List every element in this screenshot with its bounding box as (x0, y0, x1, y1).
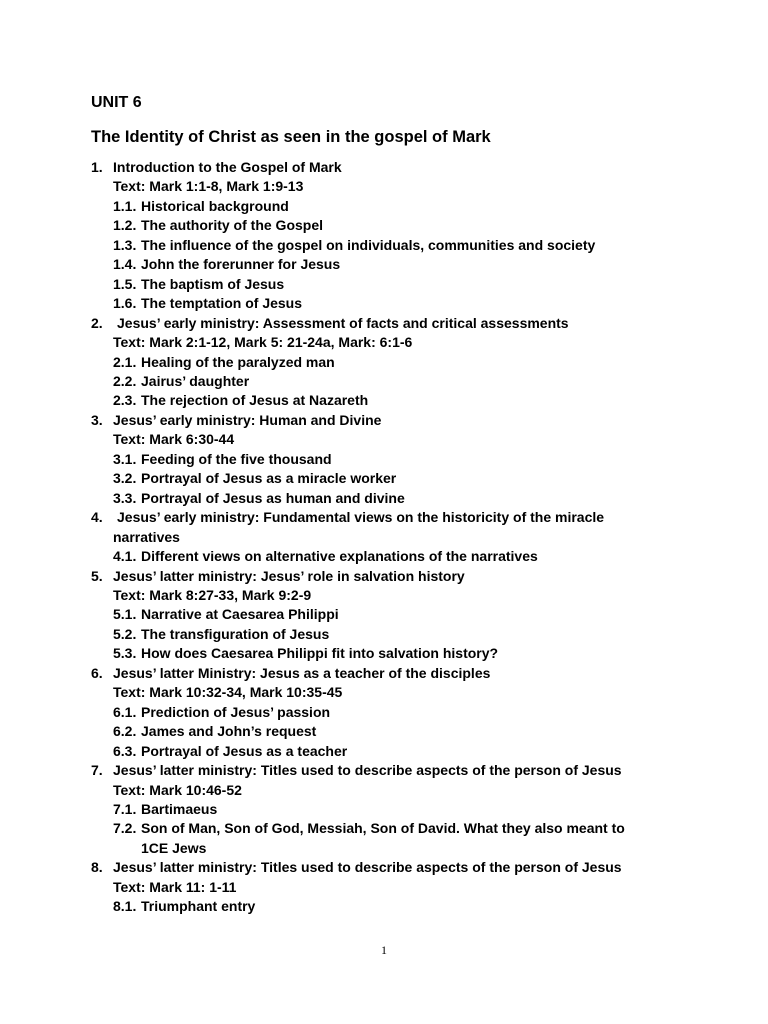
subsection-item (91, 722, 691, 741)
subsection-item (91, 353, 691, 372)
item-number: 1.6. (113, 295, 137, 312)
item-number: 5.2. (113, 625, 137, 642)
item-text: The temptation of Jesus (141, 295, 303, 312)
item-text: The influence of the gospel on individuals, communities and society (141, 236, 596, 253)
item-text: Triumphant entry (141, 898, 256, 915)
item-number: 6. (91, 664, 103, 681)
subsection-item (91, 819, 691, 838)
item-number: 2.2. (113, 372, 137, 389)
section-item (91, 411, 691, 430)
item-number: 7.2. (113, 820, 137, 837)
item-text: Text: Mark 1:1-8, Mark 1:9-13 (113, 178, 304, 195)
item-text: Portrayal of Jesus as a teacher (141, 742, 348, 759)
item-text: Portrayal of Jesus as a miracle worker (141, 470, 397, 487)
item-text: Text: Mark 10:32-34, Mark 10:35-45 (113, 684, 343, 701)
unit-heading: UNIT 6 (91, 94, 142, 111)
item-text: The transfiguration of Jesus (141, 625, 330, 642)
subsection-item (91, 391, 691, 410)
item-text: Jesus’ latter ministry: Jesus’ role in salvation history (113, 567, 465, 584)
subsection-item (91, 236, 691, 255)
section-item (91, 567, 691, 586)
page-number: 1 (381, 943, 387, 957)
item-number: 5. (91, 567, 103, 584)
subsection-item (91, 197, 691, 216)
item-text: Jesus’ latter Ministry: Jesus as a teacher of the disciples (113, 664, 491, 681)
item-number: 3. (91, 411, 103, 428)
item-number: 6.1. (113, 703, 137, 720)
scripture-reference (91, 177, 691, 196)
item-number: 4.1. (113, 548, 137, 565)
item-text: John the forerunner for Jesus (141, 256, 341, 273)
item-number: 3.2. (113, 470, 137, 487)
item-text: 1CE Jews (141, 839, 207, 856)
item-number: 5.1. (113, 606, 137, 623)
item-text: Feeding of the five thousand (141, 450, 332, 467)
item-text: Prediction of Jesus’ passion (141, 703, 331, 720)
section-item (91, 314, 691, 333)
subsection-item (91, 450, 691, 469)
scripture-reference (91, 333, 691, 352)
item-number: 7.1. (113, 800, 137, 817)
item-number: 1.3. (113, 236, 137, 253)
item-text: Text: Mark 2:1-12, Mark 5: 21-24a, Mark: 6:1-6 (113, 334, 413, 351)
item-number: 1.5. (113, 275, 137, 292)
continuation-line (91, 839, 691, 858)
item-text: Historical background (141, 197, 289, 214)
item-number: 6.3. (113, 742, 137, 759)
subsection-item (91, 489, 691, 508)
item-number: 7. (91, 762, 103, 779)
item-number: 8. (91, 859, 103, 876)
section-item (91, 158, 691, 177)
item-text: Text: Mark 11: 1-11 (113, 878, 237, 895)
item-number: 1.4. (113, 256, 137, 273)
subsection-item (91, 255, 691, 274)
item-number: 1. (91, 159, 103, 175)
item-text: Bartimaeus (141, 800, 218, 817)
item-text: The baptism of Jesus (141, 275, 285, 292)
subsection-item (91, 644, 691, 663)
item-text: Jesus’ early ministry: Human and Divine (113, 411, 382, 428)
item-number: 5.3. (113, 645, 137, 662)
item-text: Jesus’ early ministry: Fundamental views on the historicity of the miracle (117, 509, 605, 526)
item-text: Portrayal of Jesus as human and divine (141, 489, 405, 506)
item-text: Jesus’ early ministry: Assessment of facts and critical assessments (117, 314, 569, 331)
item-text: Introduction to the Gospel of Mark (113, 159, 342, 175)
subsection-item (91, 625, 691, 644)
subsection-item (91, 897, 691, 916)
subsection-item (91, 294, 691, 313)
item-text: The rejection of Jesus at Nazareth (141, 392, 369, 409)
scripture-reference (91, 430, 691, 449)
item-number: 2. (91, 314, 103, 331)
item-text: Text: Mark 10:46-52 (113, 781, 242, 798)
item-number: 4. (91, 509, 103, 526)
subsection-item (91, 605, 691, 624)
document-title: The Identity of Christ as seen in the gospel of Mark (91, 128, 491, 146)
section-item (91, 761, 691, 780)
scripture-reference (91, 683, 691, 702)
item-text: How does Caesarea Philippi fit into salvation history? (141, 645, 499, 662)
item-text: Son of Man, Son of God, Messiah, Son of David. What they also meant to (141, 820, 625, 837)
item-text: The authority of the Gospel (141, 217, 324, 234)
item-text: Text: Mark 6:30-44 (113, 431, 235, 448)
subsection-item (91, 800, 691, 819)
subsection-item (91, 547, 691, 566)
subsection-item (91, 275, 691, 294)
item-text: Text: Mark 8:27-33, Mark 9:2-9 (113, 586, 312, 603)
item-text: Jesus’ latter ministry: Titles used to describe aspects of the person of Jesus (113, 762, 622, 779)
subsection-item (91, 703, 691, 722)
item-text: narratives (113, 528, 180, 545)
scripture-reference (91, 586, 691, 605)
subsection-item (91, 216, 691, 235)
subsection-item (91, 469, 691, 488)
section-item (91, 858, 691, 877)
item-number: 8.1. (113, 898, 137, 915)
item-number: 1.2. (113, 217, 137, 234)
item-number: 2.3. (113, 392, 137, 409)
section-item (91, 664, 691, 683)
item-number: 6.2. (113, 723, 137, 740)
item-text: Healing of the paralyzed man (141, 353, 335, 370)
subsection-item (91, 742, 691, 761)
item-text: James and John’s request (141, 723, 317, 740)
item-number: 1.1. (113, 197, 137, 214)
item-text: Narrative at Caesarea Philippi (141, 606, 339, 623)
item-number: 3.3. (113, 489, 137, 506)
item-number: 3.1. (113, 450, 137, 467)
section-item (91, 508, 691, 527)
scripture-reference (91, 781, 691, 800)
item-text: Jesus’ latter ministry: Titles used to describe aspects of the person of Jesus (113, 859, 622, 876)
item-text: Jairus’ daughter (141, 372, 250, 389)
item-number: 2.1. (113, 353, 137, 370)
subsection-item (91, 372, 691, 391)
course-outline (91, 158, 691, 917)
item-text: Different views on alternative explanations of the narratives (141, 548, 538, 565)
scripture-reference (91, 878, 691, 897)
continuation-line (91, 528, 691, 547)
